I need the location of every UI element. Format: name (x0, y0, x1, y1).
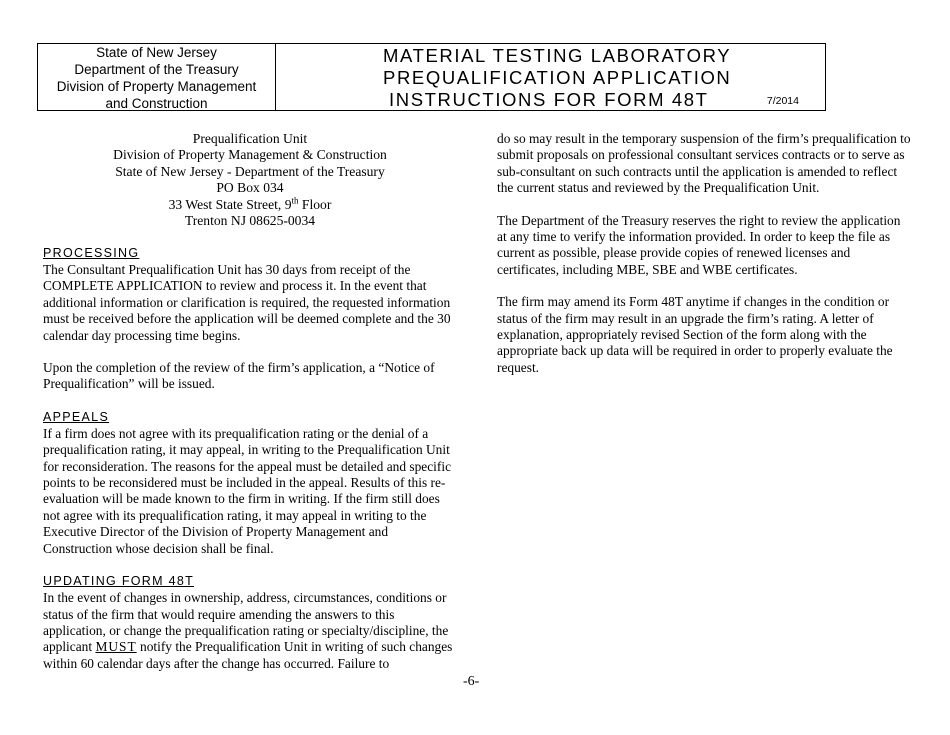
title-line-1: MATERIAL TESTING LABORATORY (383, 45, 732, 66)
agency-line: Division of Property Management (56, 79, 257, 94)
agency-line: Department of the Treasury (74, 62, 239, 77)
address-line: Division of Property Management & Construction (113, 147, 387, 163)
section-heading-processing: PROCESSING (43, 246, 140, 260)
title-line-3: INSTRUCTIONS FOR FORM 48T (389, 89, 709, 110)
address-line: Prequalification Unit (192, 131, 308, 146)
address-line: State of New Jersey - Department of the Treasury (115, 163, 385, 179)
address-line (60, 197, 440, 213)
title-block (276, 44, 825, 110)
header-box (37, 43, 826, 111)
address-line: Trenton NJ 08625-0034 (184, 213, 316, 229)
updating-paragraph (43, 590, 458, 672)
right-column (497, 131, 913, 376)
updating-text-continued: notify the Prequalification Unit in writing of such changes within 60 calendar days after the change has occurred. Failure to (43, 639, 453, 671)
must-emphasis: MUST (95, 639, 137, 655)
page-number: -6- (463, 674, 480, 689)
agency-line: State of New Jersey (96, 45, 217, 60)
notice-paragraph: Upon the completion of the review of the firm’s application, a “Notice of Prequalification” will be issued. (43, 360, 435, 392)
processing-paragraph: The Consultant Prequalification Unit has 30 days from receipt of the COMPLETE APPLICATION to review and process it. In the event that additional information or clarification is required, the requested information must be received before the application will be deemed complete and the 30 calendar day processing time begins. (43, 262, 451, 343)
ordinal-suffix: th (291, 195, 299, 206)
updating-text: In the event of changes in ownership, address, circumstances, conditions or status of the firm that would require amending the answers to this application, or change the prequalification rating or specialty/discipline, the applicant (43, 590, 449, 655)
section-heading-updating: UPDATING FORM 48T (43, 574, 195, 589)
agency-line: and Construction (105, 96, 208, 111)
floor-text: Floor (298, 196, 332, 212)
address-line: PO Box 034 (216, 180, 284, 196)
address-block (60, 131, 440, 229)
review-paragraph: The Department of the Treasury reserves the right to review the application at any time to verify the information provided. In order to keep the file as current as possible, please provide copies of renewed licenses and certificates, including MBE, SBE and WBE certificates. (497, 212, 901, 277)
left-column (43, 245, 458, 672)
section-heading-appeals: APPEALS (43, 409, 110, 424)
title-line-2: PREQUALIFICATION APPLICATION (383, 67, 732, 88)
form-date: 7/2014 (766, 95, 799, 107)
agency-block (38, 44, 276, 110)
appeals-paragraph: If a firm does not agree with its prequalification rating or the denial of a prequalification rating, it may appeal, in writing to the Prequalification Unit for reconsideration. The reasons for the appeal must be detailed and specific points to be reconsidered must be included in the appeal. Results of this re-evaluation will be made known to the firm in writing. If the firm still does not agree with its prequalification rating, it may appeal in writing to the Executive Director of the Division of Property Management and Construction whose decision shall be final. (43, 425, 452, 556)
suspension-paragraph: do so may result in the temporary suspension of the firm’s prequalification to submit proposals on professional consultant services contracts or to serve as sub-consultant on such contracts until the application is amended to reflect the current status and reviewed by the Prequalification Unit. (497, 131, 911, 196)
amend-paragraph: The firm may amend its Form 48T anytime if changes in the condition or status of the firm may result in an upgrade the firm’s rating. A letter of explanation, appropriately revised Section of the form along with the appropriate back up data will be required in order to properly evaluate the request. (497, 294, 893, 375)
street-text: 33 West State Street, 9 (168, 196, 292, 212)
